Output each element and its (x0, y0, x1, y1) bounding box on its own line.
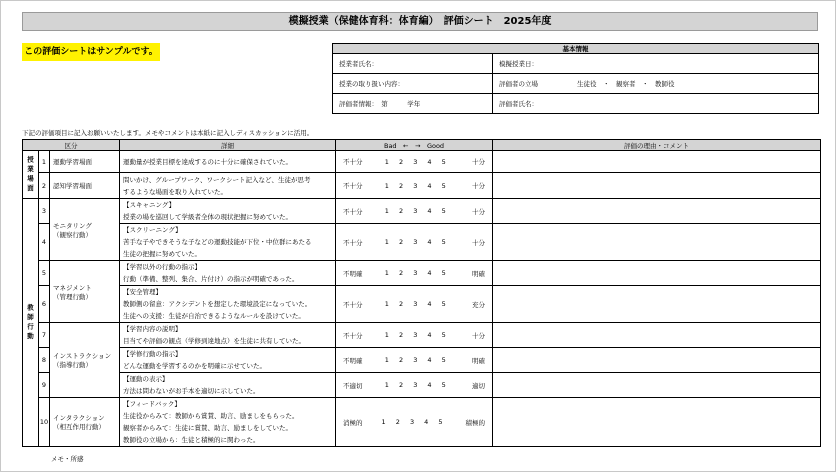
item-description: 【運動の表示】 方法は問わないがお手本を適切に示していた。 (120, 373, 336, 398)
comment-cell[interactable] (493, 373, 821, 398)
item-number: 6 (39, 286, 50, 323)
comment-cell[interactable] (493, 323, 821, 348)
item-description: 【学習内容の説明】 目当てや評価の観点（学修到達地点）を生徒に共有していた。 (120, 323, 336, 348)
rating-scale[interactable]: 不十分 1 2 3 4 5 充分 (336, 286, 493, 323)
item-number: 9 (39, 373, 50, 398)
group-lesson-scene: 授業場面 (23, 151, 39, 199)
basic-info-header: 基本情報 (333, 44, 819, 54)
table-row (23, 261, 821, 286)
table-row (23, 348, 821, 373)
evaluation-table (22, 139, 821, 447)
item-description: 【学修行動の指示】 どんな運動を学習するのかを明確に示せていた。 (120, 348, 336, 373)
teacher-name-field[interactable]: 授業者氏名： (333, 54, 493, 74)
item-description: 【安全管理】 教師側の留意：アクシデントを想定した環境設定になっていた。 生徒への支援：生徒が自治できるようなルールを設けていた。 (120, 286, 336, 323)
item-number: 7 (39, 323, 50, 348)
basic-info-table (332, 43, 819, 114)
item-description: 運動量が授業目標を達成するのに十分に確保されていた。 (120, 151, 336, 173)
evaluator-info-field[interactable]: 評価者情報： 第 学年 (333, 94, 493, 114)
rating-scale[interactable]: 不十分 1 2 3 4 5 十分 (336, 151, 493, 173)
subcategory-label: 運動学習場面 (50, 151, 120, 173)
rating-scale[interactable]: 消極的 1 2 3 4 5 積極的 (336, 398, 493, 447)
item-number: 4 (39, 224, 50, 261)
comment-cell[interactable] (493, 173, 821, 199)
item-number: 10 (39, 398, 50, 447)
comment-cell[interactable] (493, 224, 821, 261)
rating-scale[interactable]: 不十分 1 2 3 4 5 十分 (336, 224, 493, 261)
rating-scale[interactable]: 不明確 1 2 3 4 5 明確 (336, 261, 493, 286)
item-description: 【学習以外の行動の指示】 行動（準備、整列、集合、片付け）の指示が明確であった。 (120, 261, 336, 286)
sheet-title: 模擬授業（保健体育科：体育編） 評価シート 2025年度 (22, 12, 818, 31)
table-row (23, 286, 821, 323)
comment-cell[interactable] (493, 348, 821, 373)
item-description: 【スクリーニング】 苦手な子やできそうな子などの運動技能が下位・中位群にあたる 生徒の把握に努めていた。 (120, 224, 336, 261)
evaluator-name-field[interactable]: 評価者氏名： (493, 94, 819, 114)
subcategory-instruction: インストラクション （指導行動） (50, 323, 120, 398)
table-row (23, 323, 821, 348)
subcategory-label: 認知学習場面 (50, 173, 120, 199)
table-header-row (23, 140, 821, 151)
table-row (23, 199, 821, 224)
table-row (23, 398, 821, 447)
table-row (23, 173, 821, 199)
item-number: 1 (39, 151, 50, 173)
rating-scale[interactable]: 不明確 1 2 3 4 5 明確 (336, 348, 493, 373)
header-detail: 詳細 (120, 140, 336, 151)
comment-cell[interactable] (493, 398, 821, 447)
instruction-text: 下記の評価項目に記入お願いいたします。メモやコメントは本紙に記入しディスカッションに活用。 (22, 129, 314, 137)
item-number: 5 (39, 261, 50, 286)
rating-scale[interactable]: 不適切 1 2 3 4 5 適切 (336, 373, 493, 398)
lesson-content-field[interactable]: 授業の取り扱い内容： (333, 74, 493, 94)
rating-scale[interactable]: 不十分 1 2 3 4 5 十分 (336, 199, 493, 224)
memo-label: メモ・所感 (51, 455, 84, 463)
item-number: 2 (39, 173, 50, 199)
sample-notice: この評価シートはサンプルです。 (22, 43, 160, 61)
table-row (23, 373, 821, 398)
header-category: 区分 (23, 140, 120, 151)
lesson-date-field[interactable]: 模擬授業日： (493, 54, 819, 74)
table-row (23, 151, 821, 173)
item-description: 問いかけ、グループワーク、ワークシート記入など、生徒が思考 するような場面を取り入れていた。 (120, 173, 336, 199)
item-description: 【フィードバック】 生徒役からみて：教師から賞賛、助言、励ましをもらった。 観察者からみて：生徒に賞賛、助言、励ましをしていた。 教師役の立場から：生徒と積極的に関わった。 (120, 398, 336, 447)
comment-cell[interactable] (493, 199, 821, 224)
comment-cell[interactable] (493, 286, 821, 323)
subcategory-monitoring: モニタリング （観察行動） (50, 199, 120, 261)
rating-scale[interactable]: 不十分 1 2 3 4 5 十分 (336, 173, 493, 199)
header-comment: 評価の理由・コメント (493, 140, 821, 151)
rating-scale[interactable]: 不十分 1 2 3 4 5 十分 (336, 323, 493, 348)
item-description: 【スキャニング】 授業の場を巡回して学級者全体の現状把握に努めていた。 (120, 199, 336, 224)
evaluator-role-field[interactable]: 評価者の立場 生徒役 ・ 観察者 ・ 教師役 (493, 74, 819, 94)
item-number: 8 (39, 348, 50, 373)
comment-cell[interactable] (493, 151, 821, 173)
header-scale: Bad ← → Good (336, 140, 493, 151)
group-teacher-behavior: 教師行動 (23, 199, 39, 447)
subcategory-interaction: インタラクション （相互作用行動） (50, 398, 120, 447)
table-row (23, 224, 821, 261)
comment-cell[interactable] (493, 261, 821, 286)
item-number: 3 (39, 199, 50, 224)
subcategory-management: マネジメント （管理行動） (50, 261, 120, 323)
